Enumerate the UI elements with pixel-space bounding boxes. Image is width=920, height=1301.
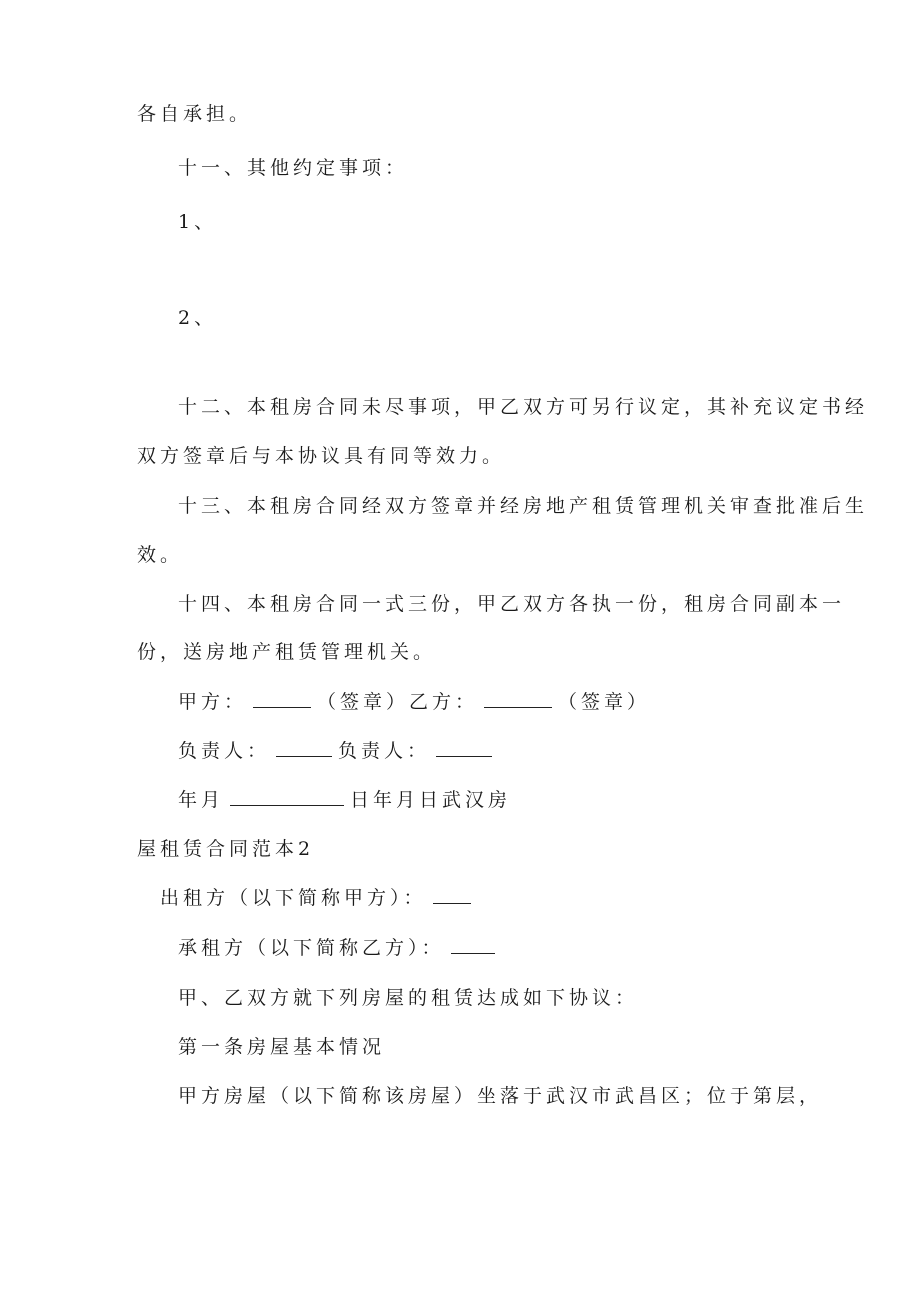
paragraph-line: 各自承担。 [137, 103, 253, 125]
responsible-b-blank [436, 740, 492, 757]
signature-line [178, 690, 650, 714]
responsible-b-label: 负责人： [338, 740, 431, 762]
article-1-heading: 第一条房屋基本情况 [178, 1036, 386, 1058]
agreement-intro: 甲、乙双方就下列房屋的租赁达成如下协议： [178, 987, 639, 1009]
lessor-label: 出租方（以下简称甲方）： [160, 887, 427, 909]
lessor-blank [433, 887, 471, 904]
date-tail-text: 日年月日武汉房 [350, 789, 512, 811]
contract-title-continued: 屋租赁合同范本2 [137, 838, 315, 860]
clause-13-line-1: 十三、本租房合同经双方签章并经房地产租赁管理机关审查批准后生 [178, 495, 869, 517]
lessee-line [178, 936, 501, 960]
clause-12-line-2: 双方签章后与本协议具有同等效力。 [137, 445, 506, 467]
section-heading-11: 十一、其他约定事项： [178, 157, 409, 179]
party-a-signature-blank [253, 691, 311, 708]
date-blank [230, 789, 344, 806]
clause-13-line-2: 效。 [137, 544, 184, 566]
responsible-person-line [178, 739, 498, 763]
lessee-label: 承租方（以下简称乙方）： [178, 937, 445, 959]
party-a-sign-and-party-b-label: （签章）乙方： [317, 691, 479, 713]
list-item-2: 2、 [178, 307, 218, 329]
party-a-label: 甲方： [178, 691, 248, 713]
party-b-signature-blank [484, 691, 552, 708]
responsible-a-blank [276, 740, 332, 757]
lessor-line [160, 886, 477, 910]
date-line [178, 788, 511, 812]
list-item-1: 1、 [178, 211, 218, 233]
clause-14-line-2: 份，送房地产租赁管理机关。 [137, 641, 437, 663]
date-label: 年月 [178, 789, 225, 811]
lessee-blank [451, 937, 495, 954]
article-1-text: 甲方房屋（以下简称该房屋）坐落于武汉市武昌区；位于第层， [178, 1085, 823, 1107]
party-b-sign-label: （签章） [558, 691, 651, 713]
clause-12-line-1: 十二、本租房合同未尽事项，甲乙双方可另行议定，其补充议定书经 [178, 396, 869, 418]
clause-14-line-1: 十四、本租房合同一式三份，甲乙双方各执一份，租房合同副本一 [178, 593, 846, 615]
responsible-a-label: 负责人： [178, 740, 271, 762]
